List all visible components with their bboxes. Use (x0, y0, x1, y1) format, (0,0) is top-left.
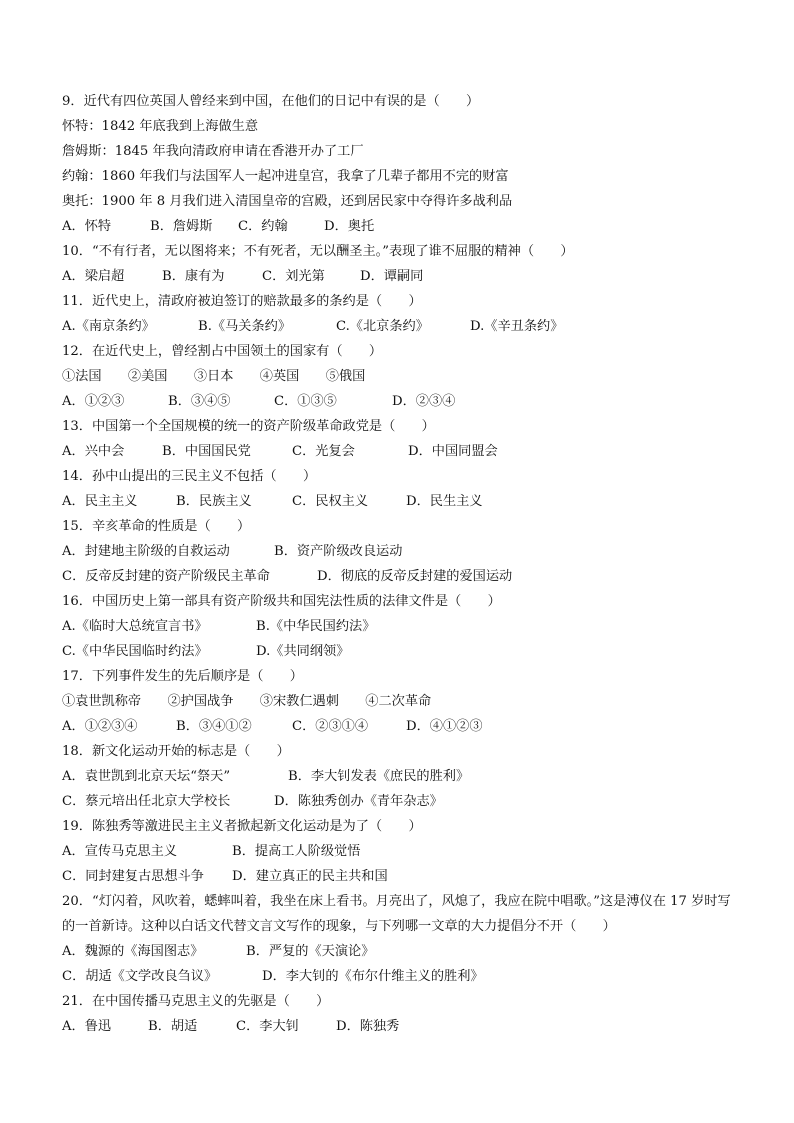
question-info-line: ①法国 ②美国 ③日本 ④英国 ⑤俄国 (62, 369, 366, 384)
question-19 (62, 814, 742, 889)
option-row (62, 864, 742, 889)
question-21 (62, 989, 742, 1039)
answer-option: C．②③①④ (292, 719, 369, 734)
answer-option: A.《临时大总统宣言书》 (62, 619, 208, 634)
option-row (62, 1014, 742, 1039)
question-stem: 13．中国第一个全国规模的统一的资产阶级革命政党是（ ） (62, 419, 435, 434)
answer-option: D．民生主义 (406, 494, 483, 509)
question-stem: 10．“不有行者，无以图将来；不有死者，无以酬圣主。”表现了谁不屈服的精神（ ） (62, 244, 574, 259)
answer-option: A．鲁迅 (62, 1019, 112, 1034)
option-row (62, 764, 742, 789)
question-info-line: 奥托：1900 年 8 月我们进入清国皇帝的宫殿，还到居民家中夺得许多战利品 (62, 194, 513, 209)
answer-option: D.《共同纲领》 (256, 644, 350, 659)
answer-option: A．①②③④ (62, 719, 138, 734)
option-row (62, 389, 742, 414)
option-row (62, 639, 742, 664)
answer-option: C．光复会 (292, 444, 355, 459)
question-list (62, 89, 742, 1039)
question-stem: 16．中国历史上第一部具有资产阶级共和国宪法性质的法律文件是（ ） (62, 594, 501, 609)
question-info-line: ①袁世凯称帝 ②护国战争 ③宋教仁遇刺 ④二次革命 (62, 694, 432, 709)
answer-option: B．中国国民党 (162, 444, 251, 459)
option-row (62, 789, 742, 814)
option-row (62, 439, 742, 464)
answer-option: B．民族主义 (176, 494, 252, 509)
answer-option: C.《中华民国临时约法》 (62, 644, 208, 659)
question-info-line: 詹姆斯：1845 年我向清政府申请在香港开办了工厂 (62, 144, 364, 159)
option-row (62, 614, 742, 639)
question-18 (62, 739, 742, 814)
question-stem: 17．下列事件发生的先后顺序是（ ） (62, 669, 303, 684)
answer-option: A．怀特 (62, 219, 112, 234)
question-info-line: 约翰：1860 年我们与法国军人一起冲进皇宫，我拿了几辈子都用不完的财富 (62, 169, 509, 184)
answer-option: A．封建地主阶级的自救运动 (62, 544, 230, 559)
answer-option: B．提高工人阶级觉悟 (232, 844, 361, 859)
answer-option: A．民主主义 (62, 494, 138, 509)
answer-option: D．陈独秀创办《青年杂志》 (274, 794, 443, 809)
answer-option: A．①②③ (62, 394, 125, 409)
answer-option: A．魏源的《海国图志》 (62, 944, 204, 959)
answer-option: C．反帝反封建的资产阶级民主革命 (62, 569, 270, 584)
answer-option: D．中国同盟会 (408, 444, 498, 459)
answer-option: C．刘光第 (262, 269, 325, 284)
question-10 (62, 239, 742, 289)
question-16 (62, 589, 742, 664)
option-row (62, 564, 742, 589)
option-row (62, 539, 742, 564)
answer-option: D．陈独秀 (336, 1019, 400, 1034)
answer-option: C．胡适《文学改良刍议》 (62, 969, 218, 984)
option-row (62, 314, 742, 339)
answer-option: B.《马关条约》 (198, 319, 292, 334)
question-stem: 15．辛亥革命的性质是（ ） (62, 519, 251, 534)
answer-option: D．②③④ (392, 394, 456, 409)
answer-option: B．胡适 (148, 1019, 198, 1034)
question-15 (62, 514, 742, 589)
answer-option: B．③④⑤ (168, 394, 231, 409)
question-12 (62, 339, 742, 414)
answer-option: B．李大钊发表《庶民的胜利》 (288, 769, 470, 784)
answer-option: C．约翰 (238, 219, 288, 234)
question-stem: 20．“灯闪着，风吹着，蟋蟀叫着，我坐在床上看书。月亮出了，风熄了，我应在院中唱歌。”这是溥仪在 17 岁时写的一首新诗。这种以白话文代替文言文写作的现象，与下列哪一文章的大力提倡分不开（ ） (62, 894, 731, 934)
option-row (62, 939, 742, 964)
question-stem: 14．孙中山提出的三民主义不包括（ ） (62, 469, 317, 484)
answer-option: B．严复的《天演论》 (246, 944, 375, 959)
answer-option: A．宣传马克思主义 (62, 844, 178, 859)
question-20 (62, 889, 742, 989)
question-stem: 11．近代史上，清政府被迫签订的赔款最多的条约是（ ） (62, 294, 422, 309)
answer-option: A．兴中会 (62, 444, 125, 459)
option-row (62, 489, 742, 514)
question-stem: 12．在近代史上，曾经割占中国领土的国家有（ ） (62, 344, 383, 359)
answer-option: A．袁世凯到北京天坛“祭天” (62, 769, 231, 784)
answer-option: C．同封建复古思想斗争 (62, 869, 204, 884)
option-row (62, 839, 742, 864)
question-14 (62, 464, 742, 514)
answer-option: D．谭嗣同 (360, 269, 424, 284)
question-stem: 19．陈独秀等激进民主主义者掀起新文化运动是为了（ ） (62, 819, 422, 834)
question-9 (62, 89, 742, 239)
question-11 (62, 289, 742, 339)
answer-option: D．④①②③ (406, 719, 483, 734)
answer-option: B.《中华民国约法》 (256, 619, 376, 634)
answer-option: C.《北京条约》 (336, 319, 429, 334)
answer-option: D．彻底的反帝反封建的爱国运动 (317, 569, 513, 584)
answer-option: B．康有为 (162, 269, 225, 284)
question-13 (62, 414, 742, 464)
answer-option: C．李大钊 (236, 1019, 299, 1034)
answer-option: C．民权主义 (292, 494, 369, 509)
answer-option: D．奥托 (324, 219, 375, 234)
answer-option: B．③④①② (176, 719, 252, 734)
answer-option: B．资产阶级改良运动 (274, 544, 403, 559)
option-row (62, 714, 742, 739)
question-stem: 21．在中国传播马克思主义的先驱是（ ） (62, 994, 330, 1009)
option-row (62, 214, 742, 239)
question-stem: 18．新文化运动开始的标志是（ ） (62, 744, 290, 759)
answer-option: C．①③⑤ (274, 394, 337, 409)
answer-option: A．梁启超 (62, 269, 125, 284)
answer-option: D．建立真正的民主共和国 (232, 869, 388, 884)
answer-option: D.《辛丑条约》 (470, 319, 564, 334)
question-17 (62, 664, 742, 739)
answer-option: D．李大钊的《布尔什维主义的胜利》 (262, 969, 484, 984)
answer-option: C．蔡元培出任北京大学校长 (62, 794, 231, 809)
option-row (62, 964, 742, 989)
question-stem: 9．近代有四位英国人曾经来到中国，在他们的日记中有误的是（ ） (62, 94, 480, 109)
answer-option: B．詹姆斯 (150, 219, 213, 234)
option-row (62, 264, 742, 289)
question-info-line: 怀特：1842 年底我到上海做生意 (62, 119, 259, 134)
answer-option: A.《南京条约》 (62, 319, 155, 334)
